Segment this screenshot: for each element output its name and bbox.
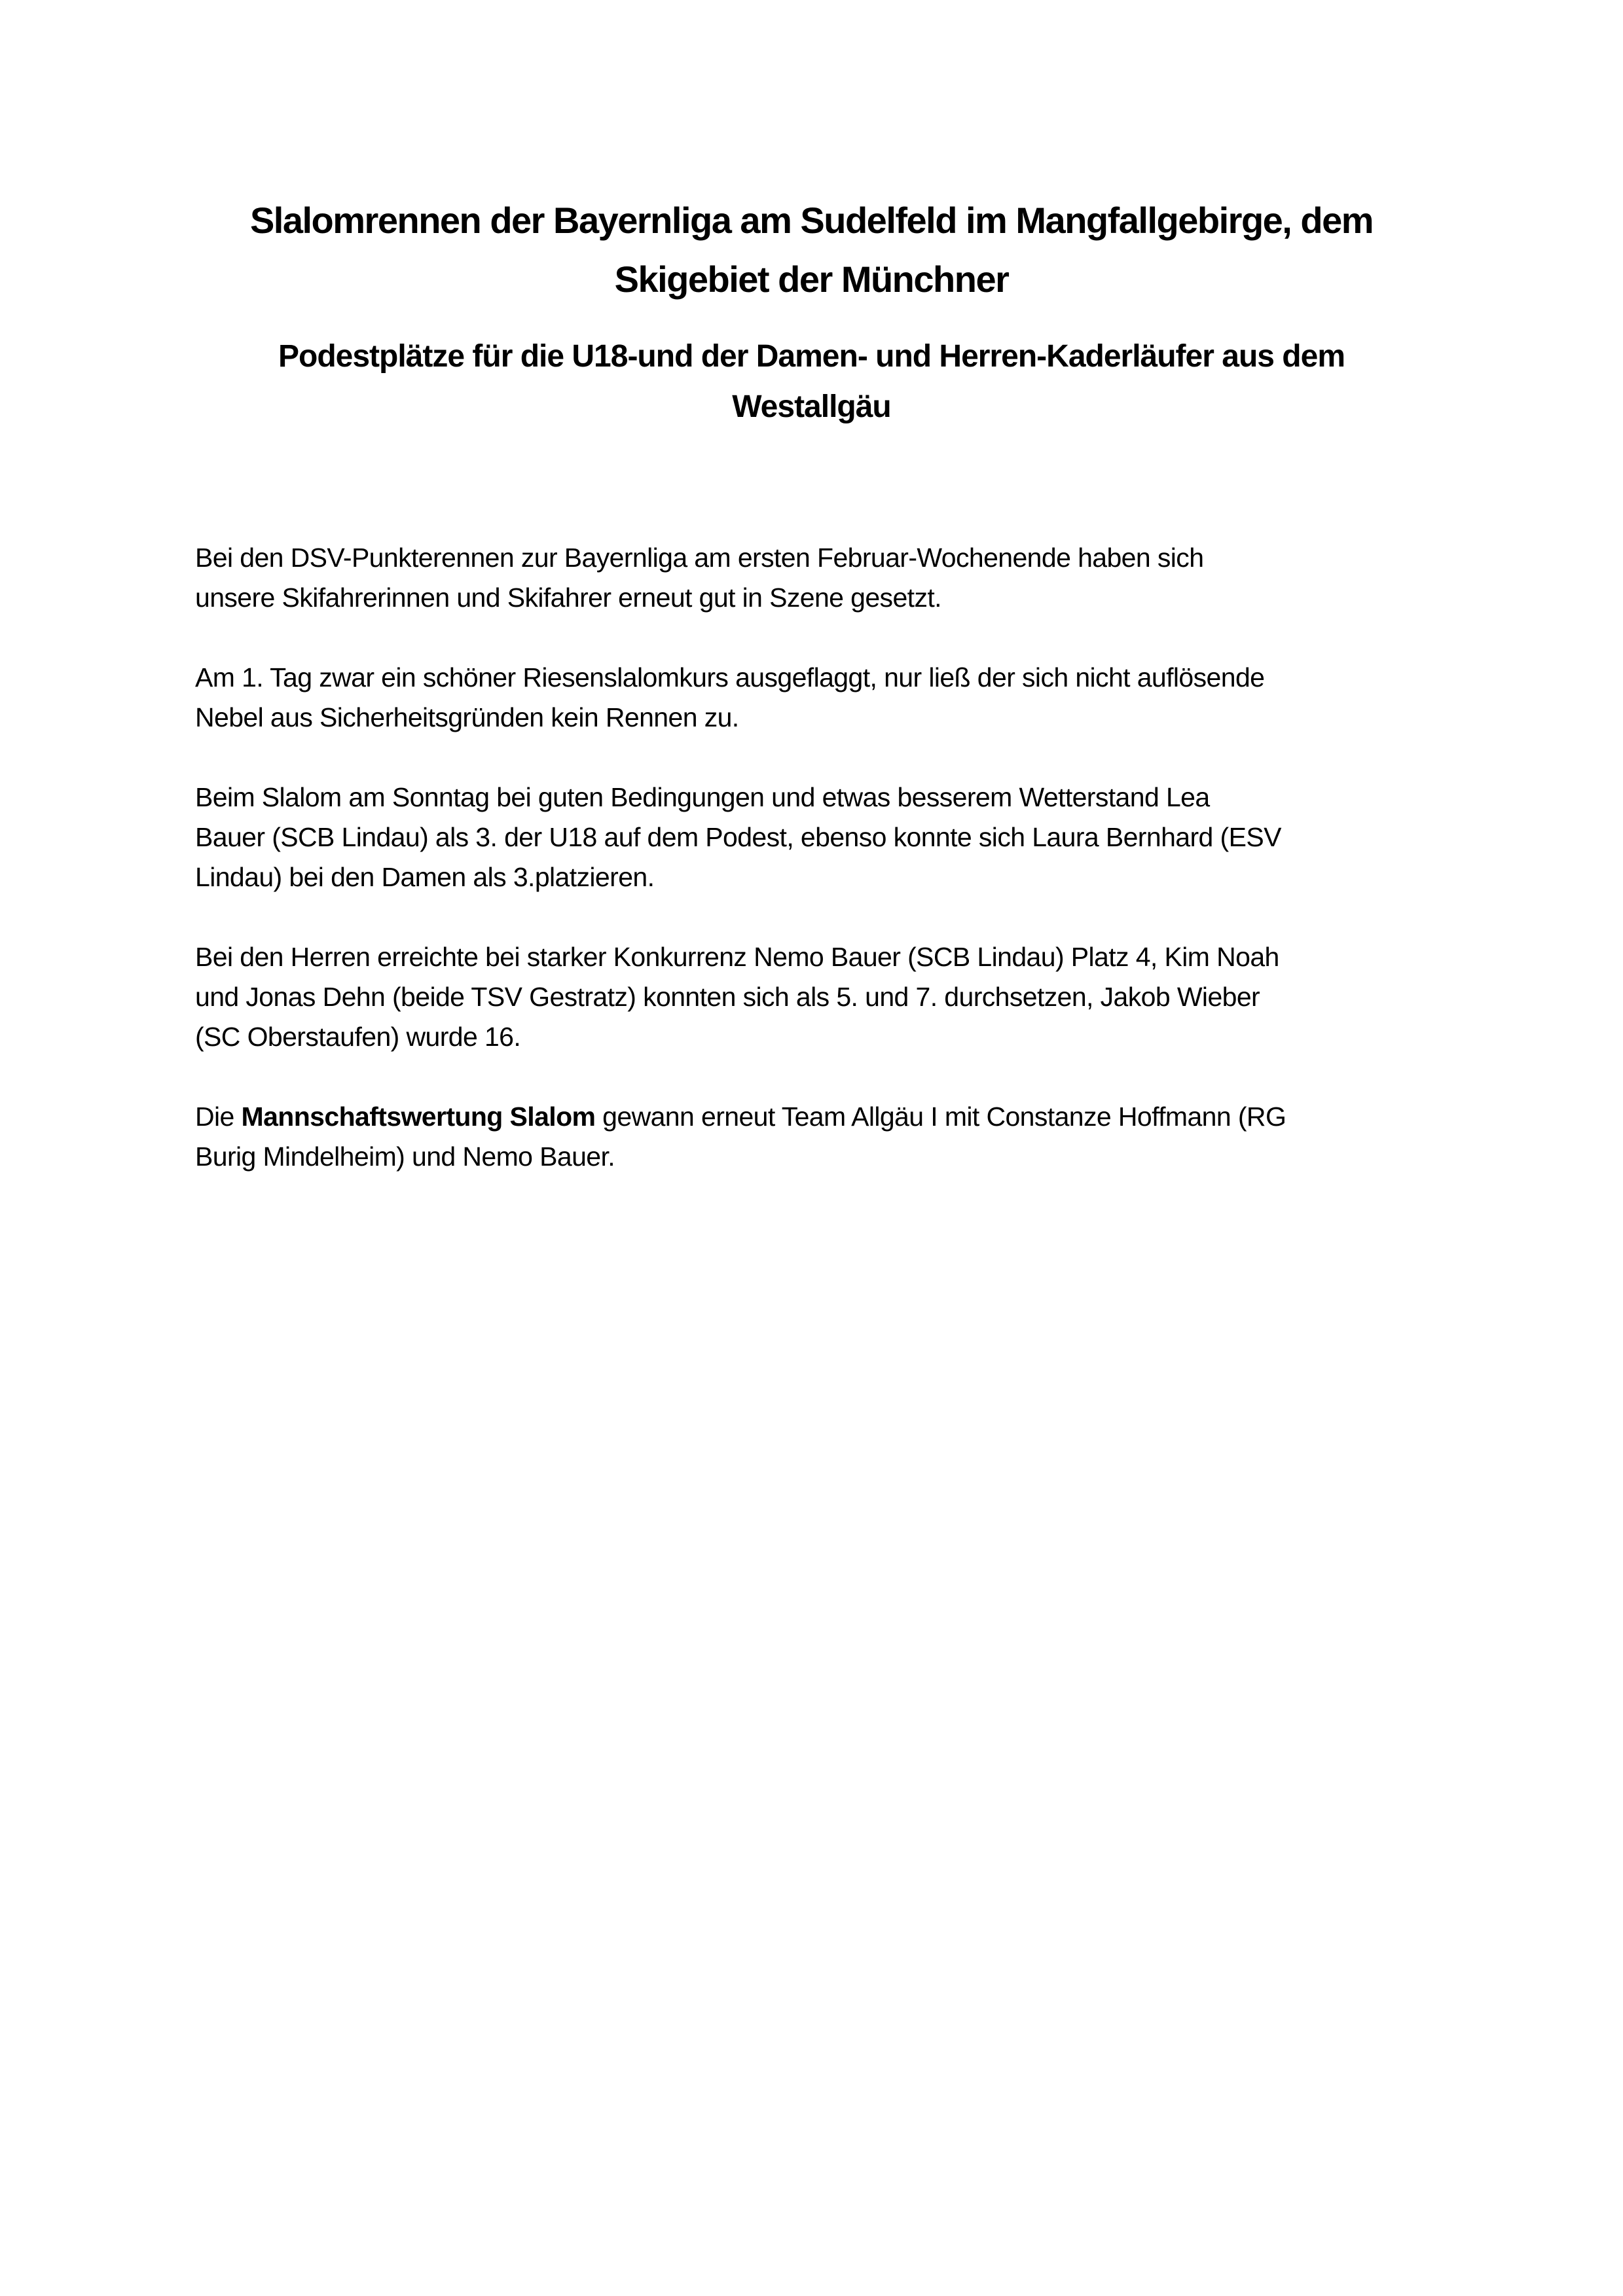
text-line	[195, 1097, 1439, 1137]
article-body	[195, 538, 1439, 1217]
text-line: Nebel aus Sicherheitsgründen kein Rennen zu.	[195, 702, 739, 732]
text-prefix: Die	[195, 1102, 242, 1132]
document-title	[0, 191, 1623, 309]
title-line: Slalomrennen der Bayernliga am Sudelfeld im Mangfallgebirge, dem	[249, 200, 1374, 241]
subtitle-line: Podestplätze für die U18-und der Damen- und Herren-Kaderläufer aus dem	[278, 339, 1345, 374]
paragraph-slalom-men	[195, 937, 1439, 1057]
text-line: Bei den Herren erreichte bei starker Konkurrenz Nemo Bauer (SCB Lindau) Platz 4, Kim Noah	[195, 942, 1279, 972]
paragraph-slalom-women	[195, 778, 1439, 897]
title-line: Skigebiet der Münchner	[614, 259, 1009, 300]
text-line: Beim Slalom am Sonntag bei guten Bedingungen und etwas besserem Wetterstand Lea	[195, 782, 1210, 812]
text-line: (SC Oberstaufen) wurde 16.	[195, 1022, 521, 1052]
paragraph-day-one	[195, 658, 1439, 738]
text-line: unsere Skifahrerinnen und Skifahrer erneut gut in Szene gesetzt.	[195, 583, 941, 613]
paragraph-intro	[195, 538, 1439, 618]
text-line: Burig Mindelheim) und Nemo Bauer.	[195, 1141, 615, 1172]
text-line: Am 1. Tag zwar ein schöner Riesenslalomkurs ausgeflaggt, nur ließ der sich nicht auflösende	[195, 662, 1265, 692]
subtitle-line: Westallgäu	[732, 389, 891, 424]
document-subtitle	[0, 331, 1623, 432]
text-rest: gewann erneut Team Allgäu I mit Constanze Hoffmann (RG	[595, 1102, 1286, 1132]
text-line: Bei den DSV-Punkterennen zur Bayernliga am ersten Februar-Wochenende haben sich	[195, 543, 1204, 573]
text-line: Bauer (SCB Lindau) als 3. der U18 auf dem Podest, ebenso konnte sich Laura Bernhard (ESV	[195, 822, 1281, 852]
paragraph-team-result	[195, 1097, 1439, 1177]
text-line: Lindau) bei den Damen als 3.platzieren.	[195, 862, 655, 892]
text-line: und Jonas Dehn (beide TSV Gestratz) konnten sich als 5. und 7. durchsetzen, Jakob Wieber	[195, 982, 1260, 1012]
bold-team-ranking: Mannschaftswertung Slalom	[241, 1102, 596, 1132]
